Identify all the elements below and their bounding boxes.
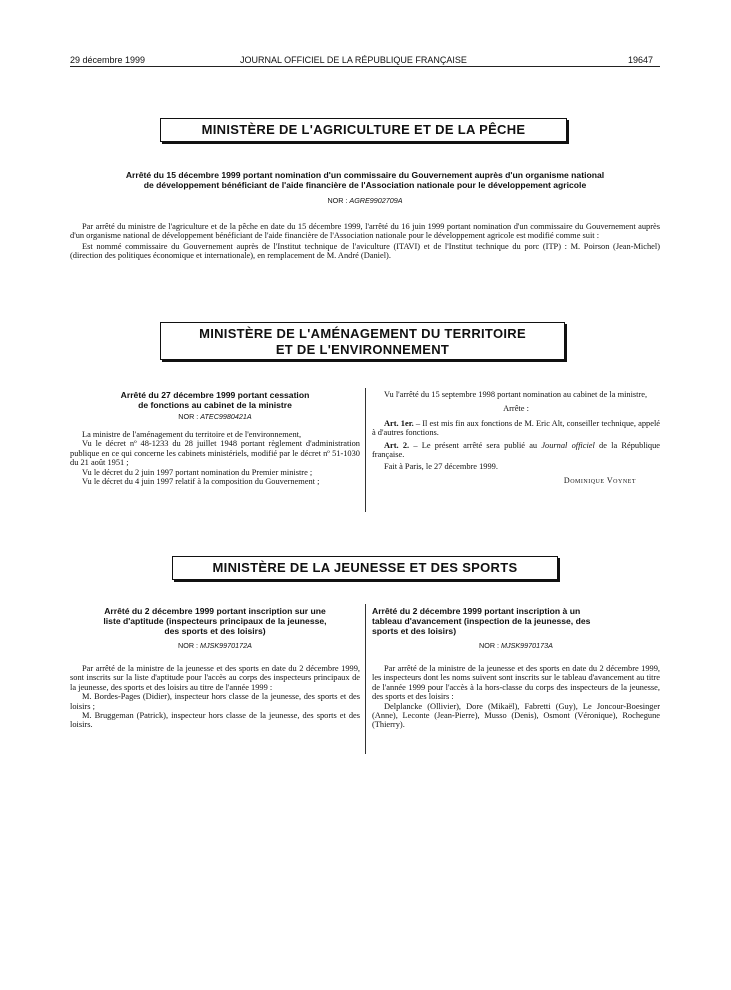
nor-code: ATEC9980421A: [200, 412, 252, 421]
article-text: – Le présent arrêté sera publié au: [409, 440, 542, 450]
arrete-body-right: [372, 390, 660, 485]
arrete-title: [70, 390, 360, 410]
header-rule: [70, 66, 660, 67]
ministry-title: MINISTÈRE DE L'AGRICULTURE ET DE LA PÊCHE: [201, 122, 526, 137]
paragraph: La ministre de l'aménagement du territoire et de l'environnement,: [82, 430, 302, 439]
article-1: [372, 419, 660, 438]
paragraph: Vu l'arrêté du 15 septembre 1998 portant nomination au cabinet de la ministre,: [384, 390, 648, 399]
article-text: – Il est mis fin aux fonctions de M. Eric Alt, conseiller technique, appelé à d'autres fonctions.: [372, 418, 660, 438]
arrete-title: [372, 606, 660, 636]
page-date: 29 décembre 1999: [70, 55, 146, 65]
nor-reference: [70, 641, 360, 650]
arrete-title-line: de développement bénéficiant de l'aide financière de l'Association nationale pour le développement agricole: [143, 180, 587, 190]
ministry-heading-agriculture: [160, 118, 567, 142]
nor-label: NOR :: [178, 641, 198, 650]
arrete-title: [70, 170, 660, 190]
nor-reference: [372, 641, 660, 650]
paragraph: M. Bruggeman (Patrick), inspecteur hors classe de la jeunesse, des sports et des loisirs.: [70, 711, 360, 730]
ministry-title: ET DE L'ENVIRONNEMENT: [275, 342, 450, 357]
arrete-body-right: [372, 664, 660, 730]
arrete-body-left: [70, 664, 360, 730]
paragraph: M. Bordes-Pages (Didier), inspecteur hors classe de la jeunesse, des sports et des loisirs ;: [70, 692, 360, 711]
paragraph: Vu le décret du 4 juin 1997 relatif à la composition du Gouvernement ;: [82, 477, 320, 487]
article-label: Art. 1er.: [384, 418, 414, 428]
ministry-heading-amenagement: [160, 322, 565, 360]
ministry-heading-jeunesse: [172, 556, 558, 580]
arrete-title-line: sports et des loisirs): [372, 626, 457, 636]
arrete-title-line: de fonctions au cabinet de la ministre: [138, 400, 292, 410]
journal-name: Journal officiel: [541, 440, 595, 450]
paragraph: Par arrêté du ministre de l'agriculture et de la pêche en date du 15 décembre 1999, l'arrêté du 16 juin 1999 portant nomination d'un commissaire du Gouvernement auprès d'un organisme national de développement bénéficiant de l'aide financière de l'Association nationale pour le développement agricole est modifié comme suit :: [70, 222, 660, 241]
column-divider: [365, 388, 366, 512]
nor-label: NOR :: [327, 196, 348, 205]
page-number: 19647: [628, 55, 654, 65]
paragraph: Par arrêté de la ministre de la jeunesse et des sports en date du 2 décembre 1999, sont inscrits sur la liste d'aptitude pour l'accès au corps des inspecteurs principaux de la jeunesse, des sports et des loisirs au titre de l'année 1999 :: [70, 664, 360, 692]
nor-reference: [70, 196, 660, 205]
arrete-word: Arrête :: [503, 404, 529, 414]
article-2: [372, 441, 660, 460]
paragraph: Par arrêté de la ministre de la jeunesse et des sports en date du 2 décembre 1999, les inspecteurs dont les noms suivent sont inscrits sur le tableau d'avancement au titre de l'année 1999 pour l'accès à la hors-classe du corps des inspecteurs de la jeunesse, des sports et des loisirs :: [372, 664, 660, 702]
signature: Dominique Voynet: [563, 475, 636, 485]
ministry-title: MINISTÈRE DE L'AMÉNAGEMENT DU TERRITOIRE: [199, 326, 526, 341]
paragraph: Vu le décret du 2 juin 1997 portant nomination du Premier ministre ;: [82, 467, 313, 477]
article-text: de la République française.: [372, 440, 661, 460]
arrete-title-line: liste d'aptitude (inspecteurs principaux de la jeunesse,: [103, 616, 327, 626]
arrete-title-line: des sports et des loisirs): [164, 626, 266, 636]
fait-line: Fait à Paris, le 27 décembre 1999.: [384, 462, 498, 472]
nor-code: MJSK9970172A: [200, 641, 252, 650]
ministry-title: MINISTÈRE DE LA JEUNESSE ET DES SPORTS: [212, 560, 518, 575]
arrete-body: [70, 222, 660, 261]
paragraph: Vu le décret nº 48-1233 du 28 juillet 1948 portant règlement d'administration publique en ce qui concerne les cabinets ministériels, modifié par le décret nº 51-1030 du 21 août 1951 ;: [70, 439, 360, 468]
paragraph: Delplancke (Ollivier), Dore (Mikaël), Fabretti (Guy), Le Joncour-Boesinger (Anne), Leconte (Jean-Pierre), Musso (Denis), Osmont (Véronique), Rochegune (Thierry).: [372, 701, 660, 730]
journal-title: JOURNAL OFFICIEL DE LA RÉPUBLIQUE FRANÇAISE: [240, 55, 467, 65]
nor-label: NOR :: [479, 641, 499, 650]
nor-code: AGRE9902709A: [349, 196, 403, 205]
arrete-body-left: [70, 430, 360, 486]
arrete-title-line: Arrêté du 2 décembre 1999 portant inscription sur une: [104, 606, 326, 616]
nor-code: MJSK9970173A: [501, 641, 553, 650]
arrete-title-line: Arrêté du 2 décembre 1999 portant inscription à un: [372, 606, 581, 616]
column-divider: [365, 604, 366, 754]
arrete-title-line: tableau d'avancement (inspection de la jeunesse, des: [372, 616, 591, 626]
arrete-title-line: Arrêté du 15 décembre 1999 portant nomination d'un commissaire du Gouvernement auprès d'un organisme national: [125, 170, 605, 180]
nor-reference: [70, 412, 360, 421]
arrete-title: [70, 606, 360, 636]
nor-label: NOR :: [178, 412, 199, 421]
article-label: Art. 2.: [384, 440, 410, 450]
arrete-title-line: Arrêté du 27 décembre 1999 portant cessation: [120, 390, 310, 400]
paragraph: Est nommé commissaire du Gouvernement auprès de l'Institut technique de l'aviculture (ITAVI) et de l'Institut technique du porc (ITP) : M. Poirson (Jean-Michel) (direction des politiques économique et internationale), en remplacement de M. André (Daniel).: [70, 241, 660, 261]
